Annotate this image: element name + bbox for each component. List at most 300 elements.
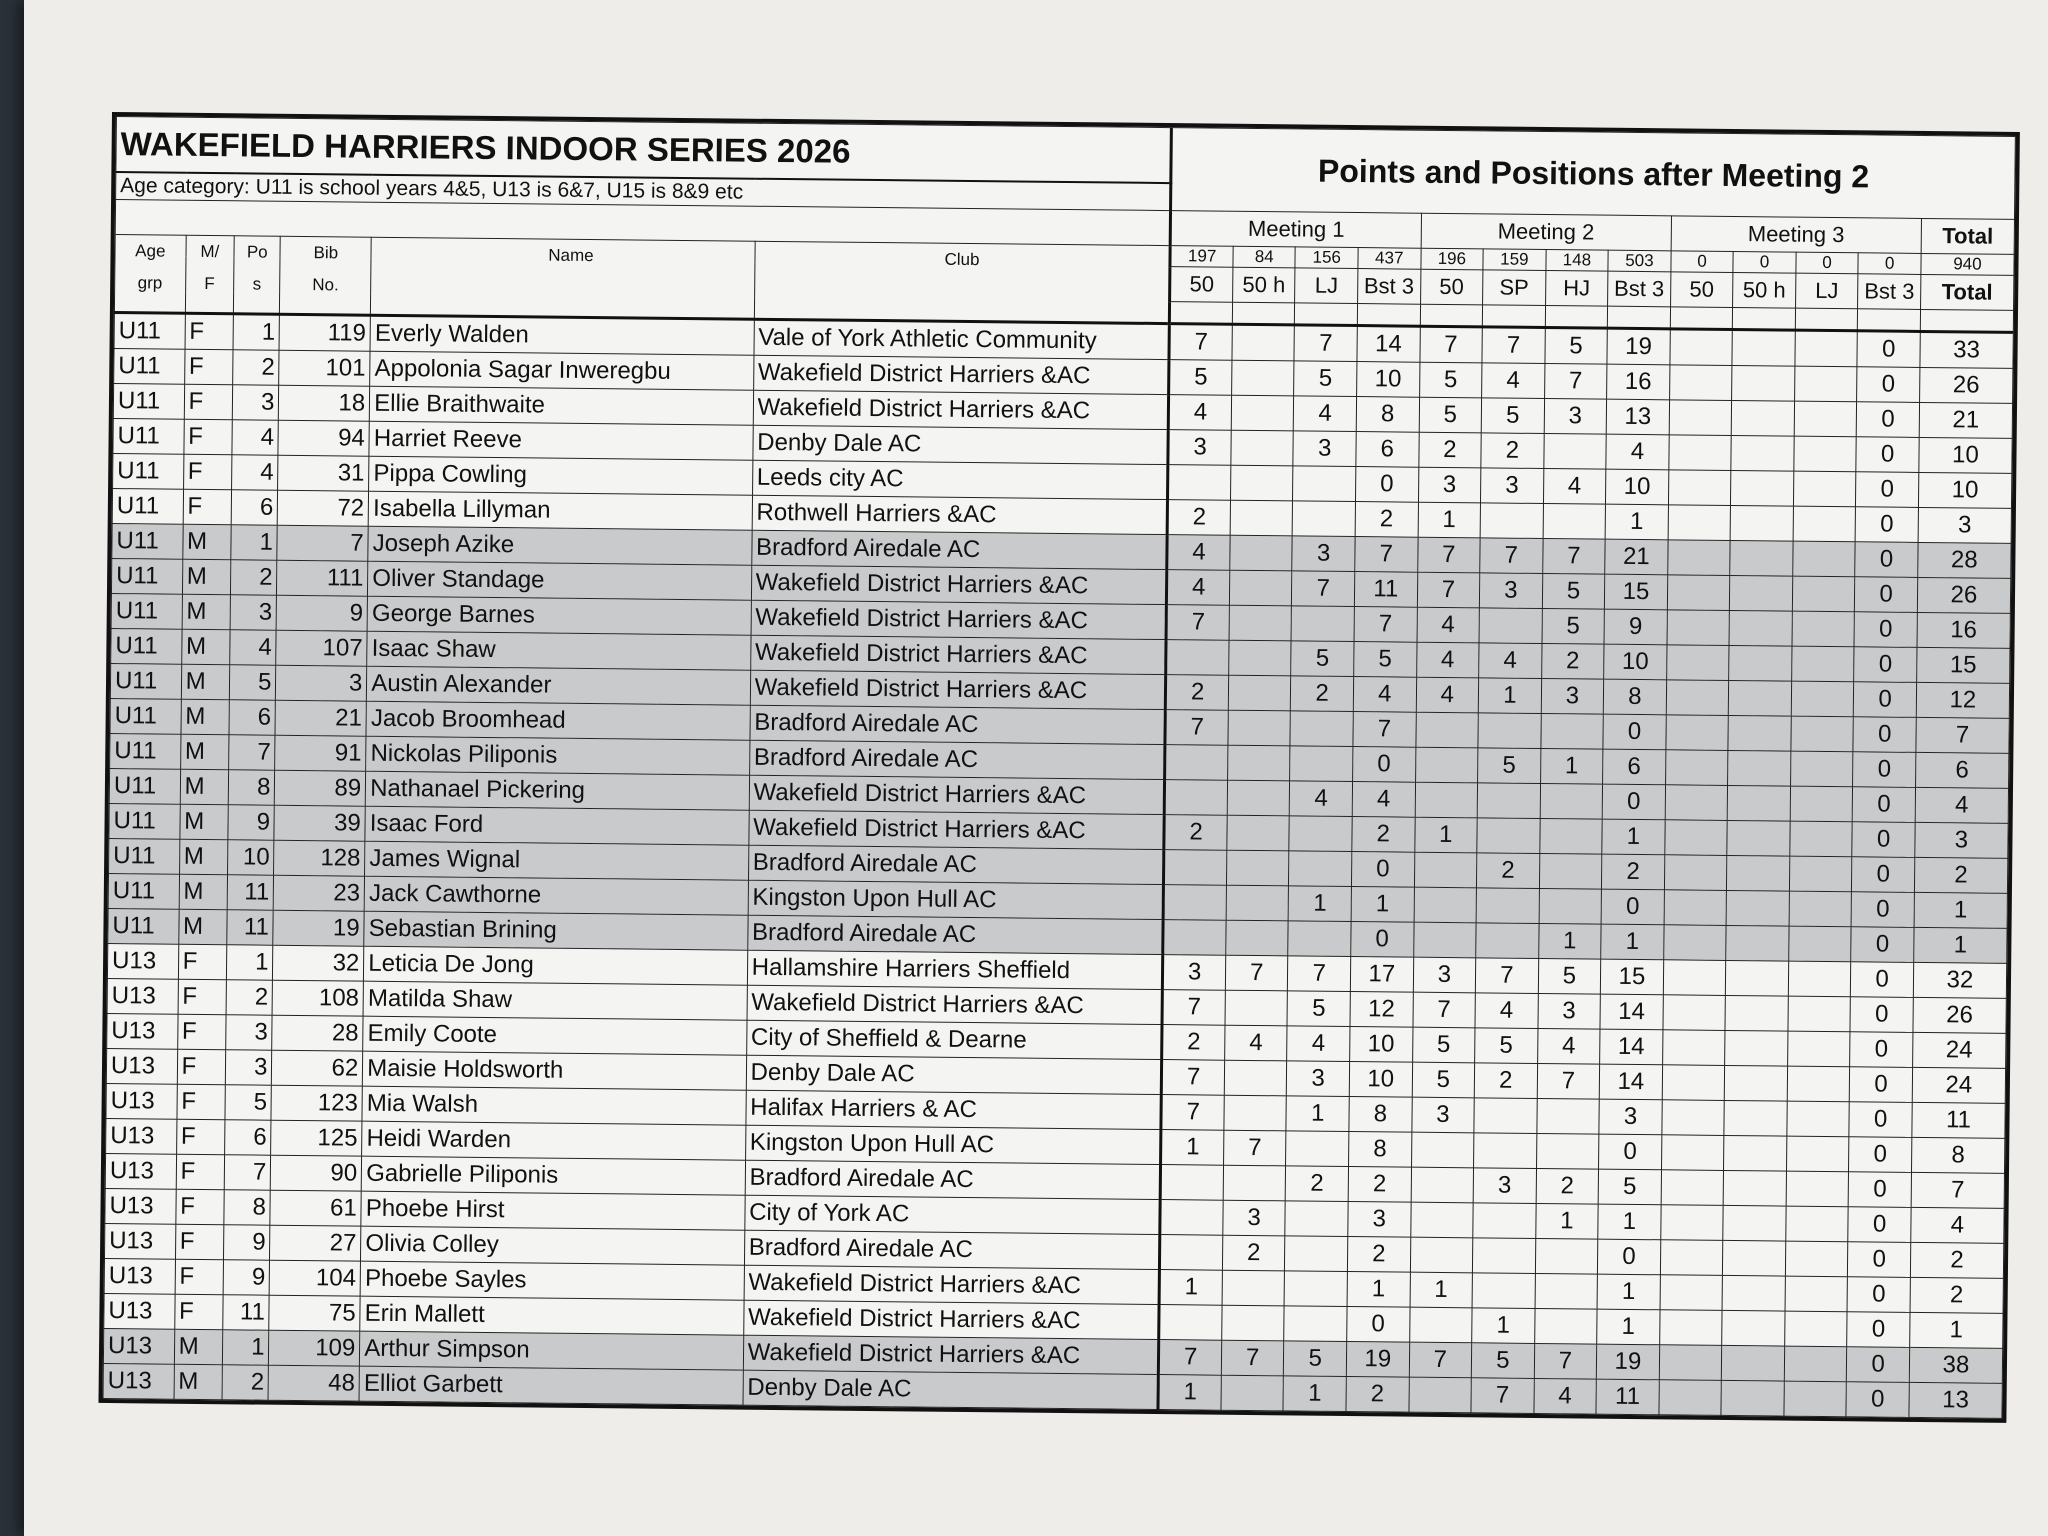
m2-points-cell: 4 — [1482, 363, 1545, 399]
club-cell: Bradford Airedale AC — [745, 1160, 1161, 1199]
m2-points-cell: 5 — [1538, 958, 1601, 994]
m2-points-cell — [1413, 922, 1476, 958]
m2-points-cell: 7 — [1417, 537, 1480, 573]
sex-cell: F — [174, 1294, 223, 1330]
sex-cell: F — [183, 454, 232, 490]
m1-points-cell: 10 — [1349, 1062, 1412, 1098]
m2-points-cell — [1535, 1238, 1598, 1274]
total-points-cell: 32 — [1913, 962, 2006, 998]
results-table-frame — [98, 112, 2019, 1423]
m2-points-cell — [1474, 1098, 1537, 1134]
m3-points-cell — [1722, 1275, 1785, 1311]
position-cell: 1 — [233, 314, 280, 350]
name-cell: George Barnes — [367, 596, 751, 635]
club-cell: Wakefield District Harriers &AC — [751, 565, 1167, 604]
position-cell: 3 — [232, 385, 279, 420]
m3-points-cell: 0 — [1857, 331, 1920, 368]
m2-event-bst3: Bst 3 — [1608, 271, 1671, 307]
club-cell: Wakefield District Harriers &AC — [749, 775, 1165, 814]
m3-event-bst3: Bst 3 — [1858, 274, 1921, 310]
sex-cell: M — [180, 734, 229, 770]
total-points-cell: 7 — [1911, 1172, 2004, 1208]
sex-cell: M — [181, 664, 230, 700]
m2-points-cell: 15 — [1605, 574, 1668, 610]
m3-points-cell — [1730, 540, 1793, 576]
m3-points-cell — [1727, 855, 1790, 891]
m2-points-cell: 14 — [1600, 994, 1663, 1030]
m1-points-cell: 2 — [1346, 1376, 1409, 1412]
m1-points-cell: 4 — [1294, 396, 1357, 432]
m1-points-cell: 8 — [1349, 1132, 1412, 1168]
name-cell: Mia Walsh — [362, 1086, 746, 1125]
m2-points-cell: 7 — [1482, 327, 1545, 364]
m2-points-cell: 1 — [1597, 1309, 1660, 1345]
m1-points-cell: 3 — [1293, 431, 1356, 467]
m1-points-cell: 2 — [1286, 1166, 1349, 1202]
m2-points-cell: 3 — [1538, 993, 1601, 1029]
m2-points-cell: 4 — [1537, 1028, 1600, 1064]
m1-points-cell: 7 — [1354, 607, 1417, 643]
m3-points-cell — [1788, 961, 1851, 997]
age-cell: U11 — [109, 804, 180, 840]
age-cell: U11 — [109, 839, 180, 875]
club-cell: Vale of York Athletic Community — [754, 319, 1170, 359]
m1-points-cell — [1230, 500, 1293, 536]
m3-points-cell — [1732, 365, 1795, 401]
age-cell: U13 — [104, 1293, 175, 1329]
m1-points-cell: 4 — [1290, 781, 1353, 817]
m1-points-cell: 5 — [1169, 360, 1232, 396]
m2-points-cell: 5 — [1542, 609, 1605, 645]
age-group-header: Age grp — [114, 235, 185, 314]
total-points-cell: 4 — [1911, 1207, 2004, 1243]
m1-points-cell: 10 — [1357, 362, 1420, 398]
m3-points-cell: 0 — [1857, 402, 1920, 438]
name-cell: Emily Coote — [363, 1016, 747, 1055]
m1-points-cell: 5 — [1284, 1341, 1347, 1377]
position-cell: 2 — [226, 980, 273, 1015]
m3-points-cell — [1727, 785, 1790, 821]
m3-points-cell: 0 — [1854, 682, 1917, 718]
m2-points-cell: 4 — [1479, 643, 1542, 679]
m1-points-cell: 2 — [1162, 1025, 1225, 1061]
m1-points-cell: 4 — [1225, 1025, 1288, 1061]
age-cell: U11 — [110, 664, 181, 700]
m1-points-cell — [1165, 780, 1228, 816]
m3-event-50h: 50 h — [1733, 272, 1796, 308]
m2-points-cell: 4 — [1417, 607, 1480, 643]
m1-points-cell: 0 — [1347, 1306, 1410, 1342]
m2-points-cell — [1534, 1308, 1597, 1344]
name-cell: Oliver Standage — [368, 561, 752, 600]
m3-points-cell — [1722, 1345, 1785, 1381]
club-cell: Bradford Airedale AC — [747, 915, 1163, 954]
age-cell: U11 — [113, 419, 184, 455]
m2-points-cell: 3 — [1599, 1099, 1662, 1135]
total-points-cell: 38 — [1909, 1347, 2002, 1383]
total-points-cell: 1 — [1914, 892, 2007, 928]
m1-points-cell — [1165, 745, 1228, 781]
name-cell: Jack Cawthorne — [364, 876, 748, 915]
m1-points-cell — [1222, 1270, 1285, 1306]
m3-points-cell — [1725, 1030, 1788, 1066]
m2-points-cell: 0 — [1601, 889, 1664, 925]
m1-points-cell: 4 — [1287, 1026, 1350, 1062]
age-cell: U13 — [104, 1258, 175, 1294]
m2-points-cell: 1 — [1538, 923, 1601, 959]
m1-points-cell: 7 — [1225, 955, 1288, 991]
m1-points-cell — [1227, 745, 1290, 781]
name-cell: Matilda Shaw — [363, 981, 747, 1020]
m2-total-50: 196 — [1420, 248, 1483, 270]
bib-cell: 89 — [275, 770, 366, 806]
m2-points-cell: 2 — [1536, 1168, 1599, 1204]
m1-total-50h: 84 — [1233, 246, 1296, 268]
m1-points-cell — [1161, 1165, 1224, 1201]
m1-points-cell: 4 — [1352, 782, 1415, 818]
total-points-cell: 6 — [1915, 752, 2008, 788]
m2-points-cell: 0 — [1603, 714, 1666, 750]
m1-points-cell: 7 — [1162, 990, 1225, 1026]
club-cell: Wakefield District Harriers &AC — [753, 355, 1169, 394]
m2-points-cell: 1 — [1605, 504, 1668, 540]
m2-points-cell: 5 — [1475, 1028, 1538, 1064]
m1-points-cell — [1166, 640, 1229, 676]
sex-cell: M — [179, 839, 228, 875]
age-cell: U13 — [107, 944, 178, 980]
club-cell: Bradford Airedale AC — [751, 530, 1167, 569]
m2-points-cell: 2 — [1418, 432, 1481, 468]
name-cell: Everly Walden — [370, 315, 754, 355]
club-cell: Bradford Airedale AC — [749, 740, 1165, 779]
club-cell: Wakefield District Harriers &AC — [753, 390, 1169, 429]
sex-cell: F — [175, 1224, 224, 1260]
m1-points-cell: 19 — [1346, 1341, 1409, 1377]
name-cell: Harriet Reeve — [369, 421, 753, 460]
m1-points-cell: 2 — [1347, 1237, 1410, 1273]
club-cell: Wakefield District Harriers &AC — [743, 1335, 1159, 1374]
m3-points-cell — [1659, 1310, 1722, 1346]
spacer-cell — [1607, 306, 1670, 329]
m2-points-cell — [1539, 818, 1602, 854]
m1-points-cell: 3 — [1223, 1200, 1286, 1236]
points-positions-title: Points and Positions after Meeting 2 — [1171, 128, 2015, 220]
m3-points-cell — [1663, 925, 1726, 961]
position-cell: 9 — [228, 805, 275, 840]
m3-points-cell: 0 — [1852, 822, 1915, 858]
m1-points-cell — [1286, 1131, 1349, 1167]
m3-points-cell: 0 — [1853, 752, 1916, 788]
club-cell: Wakefield District Harriers &AC — [750, 670, 1166, 709]
meeting2-header: Meeting 2 — [1421, 213, 1672, 251]
spacer-cell — [1795, 308, 1858, 331]
total-points-cell: 12 — [1916, 682, 2009, 718]
m1-points-cell: 0 — [1355, 467, 1418, 503]
age-cell: U11 — [110, 734, 181, 770]
m1-points-cell — [1228, 675, 1291, 711]
name-cell: Sebastian Brining — [364, 911, 748, 950]
m1-points-cell: 0 — [1351, 852, 1414, 888]
m2-points-cell — [1411, 1132, 1474, 1168]
m3-points-cell — [1665, 785, 1728, 821]
m1-points-cell: 7 — [1159, 1340, 1222, 1376]
m1-points-cell: 7 — [1169, 324, 1232, 361]
total-points-cell: 2 — [1910, 1242, 2003, 1278]
m3-points-cell — [1731, 470, 1794, 506]
m1-points-cell — [1224, 1060, 1287, 1096]
m3-points-cell: 0 — [1847, 1347, 1910, 1383]
m3-points-cell — [1726, 960, 1789, 996]
m1-points-cell: 2 — [1352, 817, 1415, 853]
m1-points-cell: 1 — [1161, 1130, 1224, 1166]
m3-points-cell — [1787, 1031, 1850, 1067]
bib-cell: 19 — [273, 910, 364, 946]
m2-points-cell: 15 — [1601, 959, 1664, 995]
bib-cell: 48 — [268, 1365, 359, 1401]
m3-points-cell — [1666, 715, 1729, 751]
m3-points-cell — [1663, 995, 1726, 1031]
m2-points-cell: 19 — [1596, 1344, 1659, 1380]
age-cell: U11 — [114, 313, 185, 350]
m2-event-sp: SP — [1483, 270, 1546, 306]
m2-points-cell — [1479, 608, 1542, 644]
m3-points-cell: 0 — [1847, 1312, 1910, 1348]
m2-points-cell — [1414, 852, 1477, 888]
club-header: Club — [754, 241, 1170, 323]
sex-cell: F — [183, 489, 232, 525]
m2-points-cell: 3 — [1479, 573, 1542, 609]
m3-points-cell — [1666, 680, 1729, 716]
name-cell: Isaac Shaw — [367, 631, 751, 670]
sex-cell: F — [175, 1189, 224, 1225]
m1-points-cell: 5 — [1294, 361, 1357, 397]
m1-points-cell: 4 — [1353, 677, 1416, 713]
m2-points-cell: 3 — [1481, 468, 1544, 504]
total-points-cell: 24 — [1912, 1067, 2005, 1103]
m3-points-cell — [1794, 436, 1857, 472]
m1-points-cell — [1230, 535, 1293, 571]
m3-points-cell — [1787, 1101, 1850, 1137]
m3-points-cell: 0 — [1855, 542, 1918, 578]
club-cell: Wakefield District Harriers &AC — [750, 635, 1166, 674]
m3-points-cell: 0 — [1851, 927, 1914, 963]
m3-points-cell — [1790, 821, 1853, 857]
total-points-cell: 3 — [1918, 507, 2011, 543]
m3-points-cell — [1667, 610, 1730, 646]
club-cell: Wakefield District Harriers &AC — [747, 985, 1163, 1024]
spacer-cell — [1733, 307, 1796, 330]
sex-cell: M — [182, 594, 231, 630]
m3-points-cell: 0 — [1855, 577, 1918, 613]
sex-cell: M — [178, 909, 227, 945]
m1-points-cell — [1227, 815, 1290, 851]
total-points-cell: 2 — [1914, 857, 2007, 893]
position-cell: 2 — [233, 350, 280, 385]
m1-points-cell: 1 — [1289, 886, 1352, 922]
m2-points-cell: 1 — [1540, 748, 1603, 784]
m2-points-cell: 7 — [1534, 1343, 1597, 1379]
m3-event-50: 50 — [1670, 272, 1733, 308]
m2-points-cell: 2 — [1481, 433, 1544, 469]
m1-points-cell — [1288, 921, 1351, 957]
m3-points-cell — [1785, 1276, 1848, 1312]
m2-points-cell: 5 — [1412, 1062, 1475, 1098]
m3-points-cell — [1789, 926, 1852, 962]
m1-points-cell: 7 — [1223, 1130, 1286, 1166]
position-cell: 4 — [232, 455, 279, 490]
spacer-cell — [1232, 302, 1295, 325]
m1-points-cell: 7 — [1355, 537, 1418, 573]
m2-points-cell: 7 — [1537, 1063, 1600, 1099]
age-cell: U11 — [114, 349, 185, 385]
m3-points-cell — [1668, 470, 1731, 506]
m2-points-cell: 1 — [1601, 924, 1664, 960]
bib-cell: 104 — [270, 1260, 361, 1296]
position-cell: 3 — [226, 1015, 273, 1050]
total-points-cell: 16 — [1917, 612, 2010, 648]
m1-points-cell: 0 — [1353, 747, 1416, 783]
spacer-cell — [1670, 307, 1733, 330]
m2-points-cell — [1415, 712, 1478, 748]
name-cell: Nickolas Piliponis — [366, 736, 750, 775]
m3-total-bst3: 0 — [1858, 253, 1921, 275]
m3-points-cell: 0 — [1850, 997, 1913, 1033]
m3-points-cell — [1794, 366, 1857, 402]
m2-points-cell: 5 — [1481, 398, 1544, 434]
sex-cell: F — [176, 1119, 225, 1155]
m1-points-cell: 6 — [1356, 432, 1419, 468]
m1-points-cell: 2 — [1164, 815, 1227, 851]
position-cell: 3 — [225, 1050, 272, 1085]
m1-points-cell: 3 — [1163, 955, 1226, 991]
m2-points-cell: 8 — [1603, 679, 1666, 715]
name-cell: Phoebe Hirst — [361, 1191, 745, 1230]
m2-points-cell: 5 — [1598, 1169, 1661, 1205]
m3-points-cell: 0 — [1850, 1067, 1913, 1103]
sex-cell: M — [182, 559, 231, 595]
total-points-cell: 15 — [1917, 647, 2010, 683]
total-points-cell: 26 — [1919, 367, 2012, 403]
age-cell: U11 — [110, 699, 181, 735]
m1-points-cell — [1289, 816, 1352, 852]
m2-points-cell — [1473, 1203, 1536, 1239]
m1-points-cell — [1293, 501, 1356, 537]
m2-points-cell: 0 — [1598, 1239, 1661, 1275]
m1-points-cell — [1226, 850, 1289, 886]
m3-points-cell — [1659, 1380, 1722, 1416]
m1-points-cell: 7 — [1165, 710, 1228, 746]
m1-points-cell — [1290, 746, 1353, 782]
m1-points-cell: 5 — [1291, 641, 1354, 677]
m3-points-cell — [1795, 330, 1858, 367]
m2-points-cell — [1472, 1273, 1535, 1309]
sex-cell: F — [177, 1049, 226, 1085]
m1-points-cell — [1231, 430, 1294, 466]
name-cell: James Wignal — [365, 841, 749, 880]
bib-cell: 107 — [276, 630, 367, 666]
m1-points-cell — [1163, 920, 1226, 956]
m1-points-cell — [1160, 1235, 1223, 1271]
m1-points-cell: 5 — [1354, 642, 1417, 678]
m3-points-cell — [1727, 820, 1790, 856]
total-points-cell: 11 — [1912, 1102, 2005, 1138]
m3-points-cell: 0 — [1853, 787, 1916, 823]
m1-points-cell — [1285, 1236, 1348, 1272]
sex-cell: M — [174, 1329, 223, 1365]
m1-points-cell — [1222, 1305, 1285, 1341]
position-cell: 11 — [227, 910, 274, 945]
age-cell: U11 — [111, 559, 182, 595]
position-cell: 2 — [230, 560, 277, 595]
sex-cell: F — [184, 419, 233, 455]
m3-points-cell — [1662, 1100, 1725, 1136]
spacer-cell — [1295, 303, 1358, 326]
bib-cell: 109 — [269, 1330, 360, 1366]
bib-cell: 101 — [279, 350, 370, 386]
bib-cell: 32 — [273, 945, 364, 981]
m3-points-cell — [1793, 506, 1856, 542]
m1-points-cell: 0 — [1351, 922, 1414, 958]
club-cell: Kingston Upon Hull AC — [745, 1125, 1161, 1164]
sex-cell: M — [179, 874, 228, 910]
m2-points-cell: 2 — [1477, 853, 1540, 889]
m1-points-cell — [1229, 605, 1292, 641]
m3-points-cell: 0 — [1853, 717, 1916, 753]
m1-total-bst3: 437 — [1358, 248, 1421, 270]
m3-points-cell — [1784, 1346, 1847, 1382]
m3-points-cell — [1670, 329, 1733, 366]
bib-cell: 9 — [277, 595, 368, 631]
m1-points-cell: 3 — [1287, 1061, 1350, 1097]
spacer-cell — [1482, 305, 1545, 328]
age-category-note: Age category: U11 is school years 4&5, U13 is 6&7, U15 is 8&9 etc — [116, 172, 1172, 211]
m1-points-cell — [1284, 1306, 1347, 1342]
name-cell: Heidi Warden — [362, 1121, 746, 1160]
m3-points-cell: 0 — [1849, 1102, 1912, 1138]
m2-points-cell: 5 — [1419, 362, 1482, 398]
m2-points-cell: 4 — [1416, 677, 1479, 713]
bib-cell: 23 — [274, 875, 365, 911]
bib-cell: 119 — [279, 314, 370, 351]
total-points-cell: 8 — [1911, 1137, 2004, 1173]
m3-points-cell — [1732, 329, 1795, 366]
m2-points-cell — [1476, 923, 1539, 959]
position-cell: 11 — [223, 1295, 270, 1330]
age-cell: U13 — [103, 1328, 174, 1364]
name-cell: Pippa Cowling — [369, 456, 753, 495]
m1-points-cell — [1221, 1375, 1284, 1411]
m2-points-cell: 1 — [1602, 819, 1665, 855]
m2-points-cell: 14 — [1600, 1029, 1663, 1065]
m1-points-cell: 7 — [1292, 571, 1355, 607]
m2-points-cell — [1543, 504, 1606, 540]
m3-points-cell — [1730, 505, 1793, 541]
m3-points-cell — [1784, 1381, 1847, 1417]
m3-points-cell: 0 — [1848, 1242, 1911, 1278]
bib-cell: 7 — [277, 525, 368, 561]
m2-points-cell — [1409, 1307, 1472, 1343]
m2-points-cell: 3 — [1411, 1097, 1474, 1133]
m3-points-cell — [1786, 1171, 1849, 1207]
bib-cell: 90 — [271, 1155, 362, 1191]
club-cell: Wakefield District Harriers &AC — [748, 810, 1164, 849]
m2-points-cell: 4 — [1416, 642, 1479, 678]
m2-points-cell: 4 — [1534, 1378, 1597, 1414]
bib-cell: 91 — [275, 735, 366, 771]
m1-points-cell: 1 — [1283, 1376, 1346, 1412]
m3-points-cell — [1669, 365, 1732, 401]
m2-points-cell: 7 — [1480, 538, 1543, 574]
